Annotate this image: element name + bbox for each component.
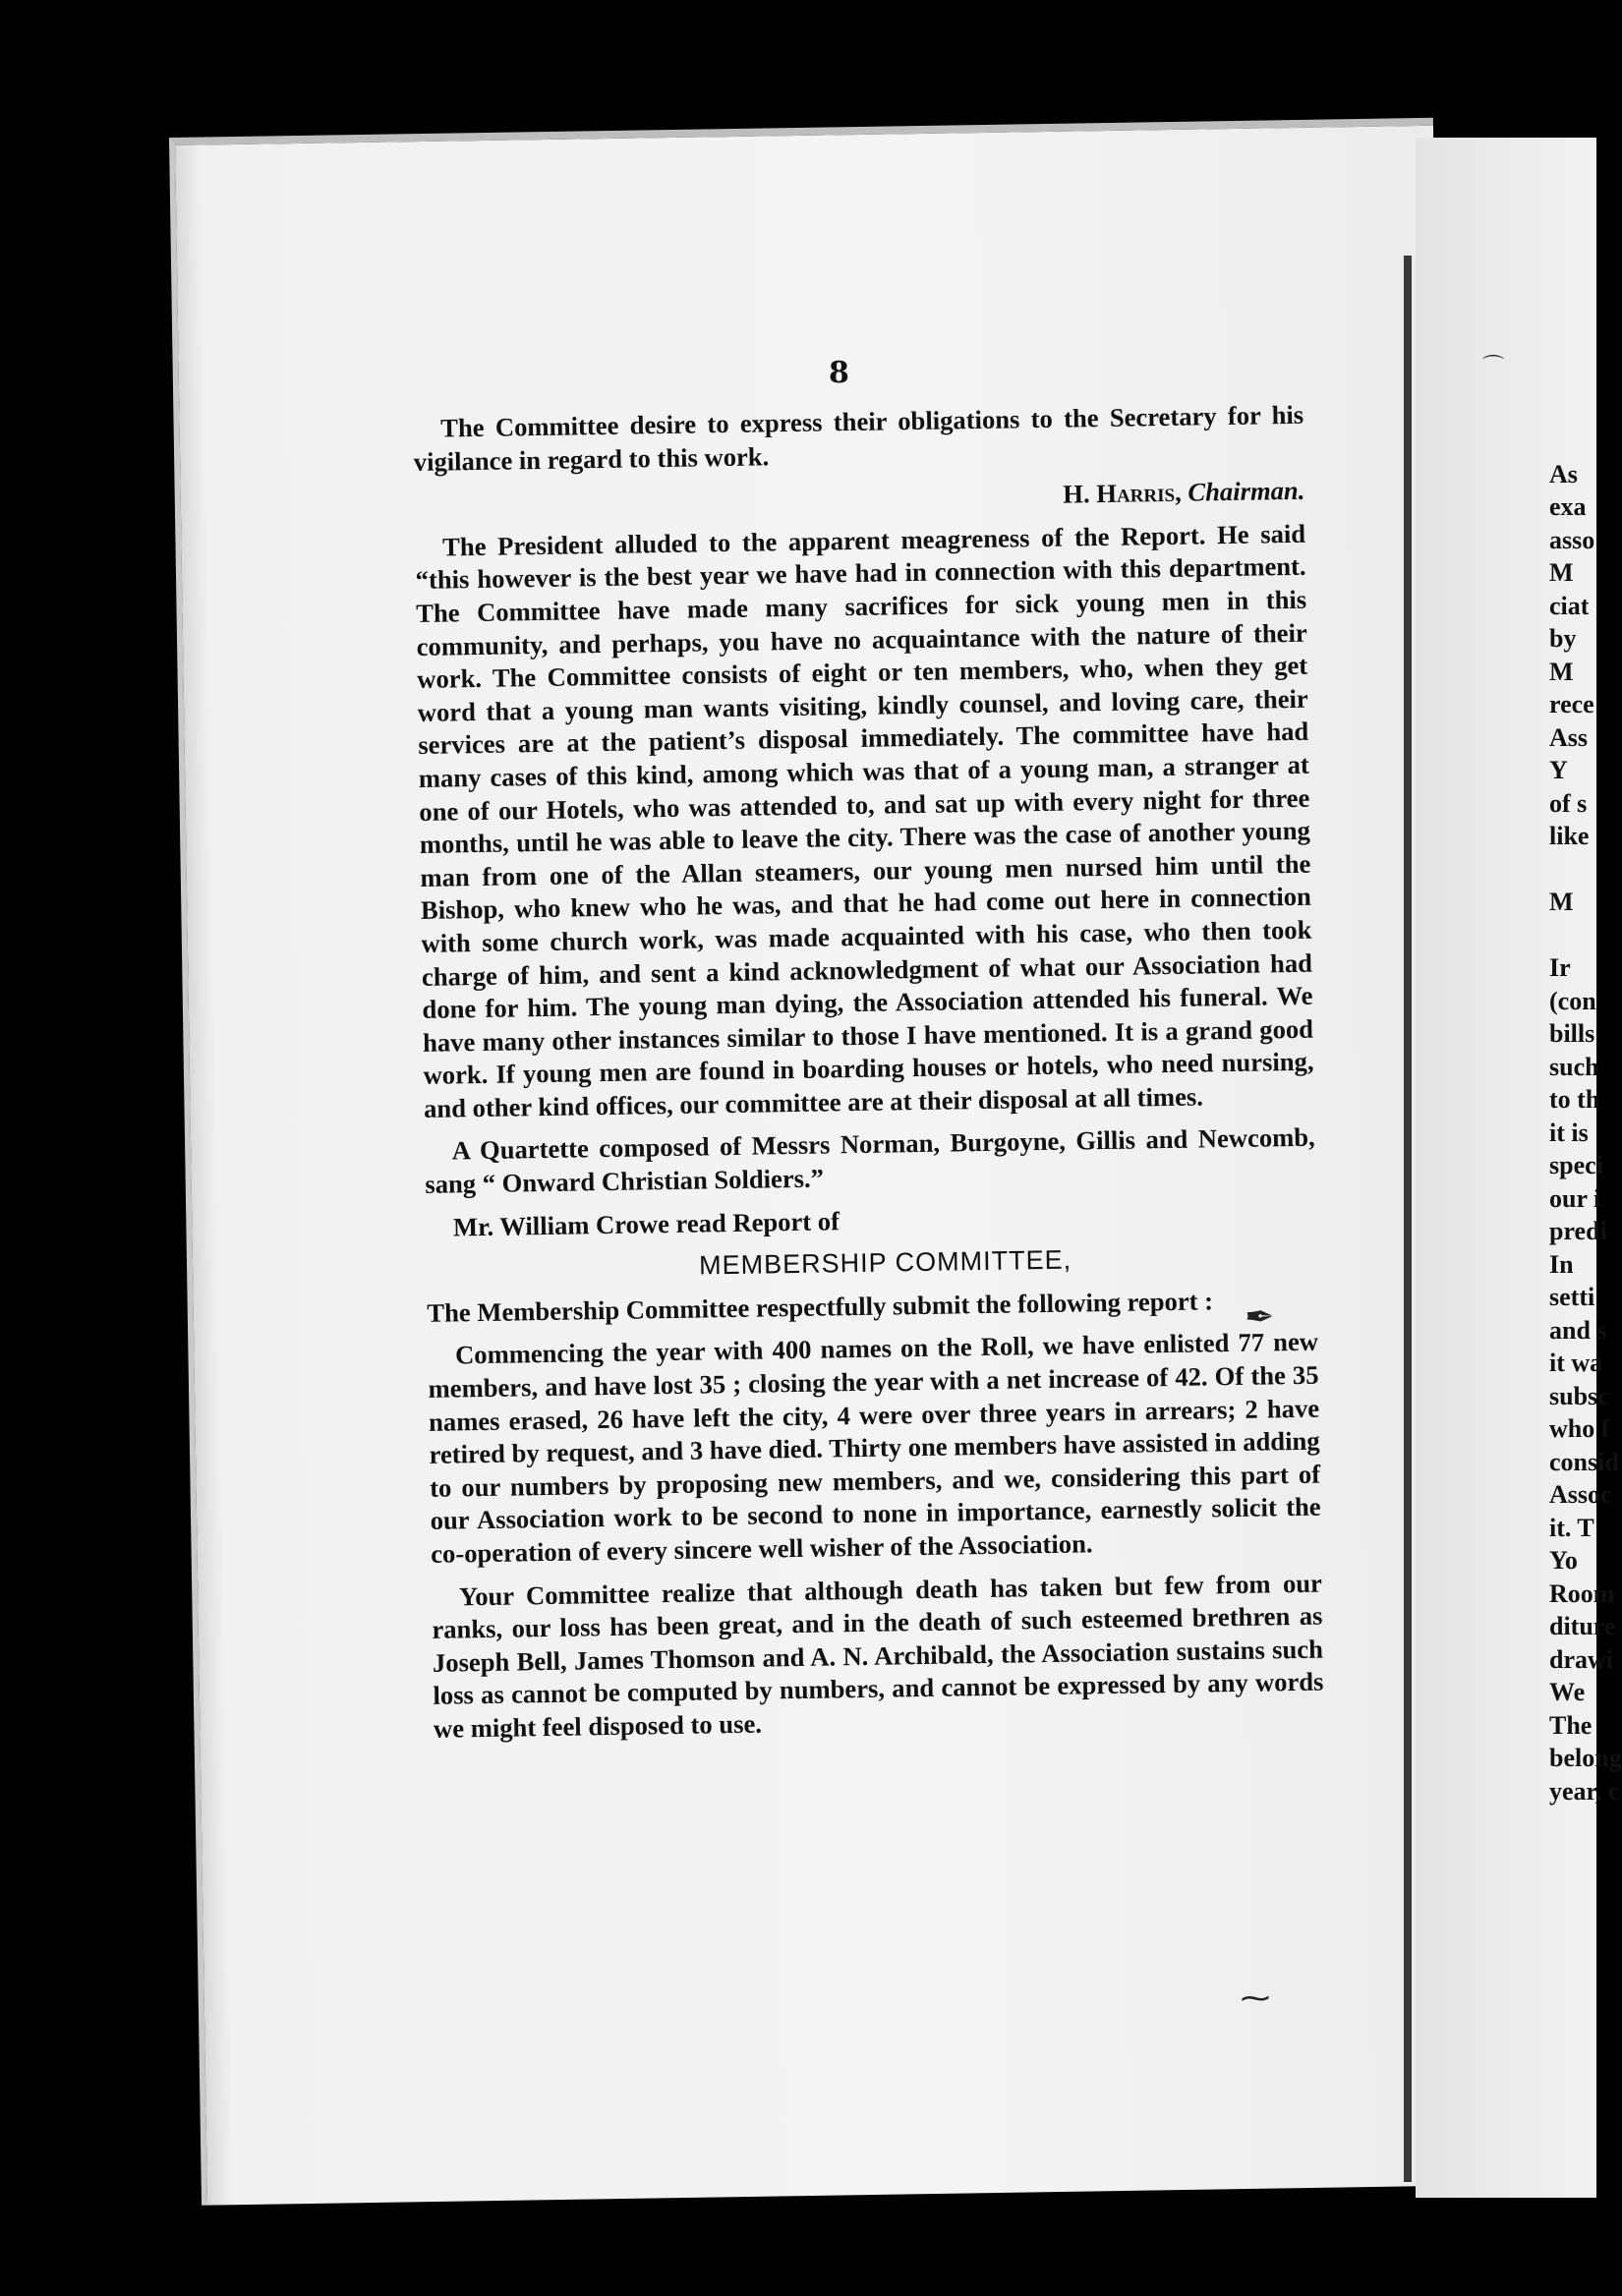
right-page-fragment: As <box>1549 459 1578 488</box>
right-page-fragment: In <box>1549 1249 1574 1279</box>
right-page-text <box>1549 425 1622 1808</box>
ink-mark-icon: ⌒ <box>1482 355 1505 379</box>
paragraph-membership-numbers: Commencing the year with 400 names on the Roll, we have enlisted 77 new members, and have lost 35 ; closing the year with a net increase of 42. Of the 35 names erased, 26 have left the city, 4 were over three years in arrears; 2 have retired by request, and 3 have died. Thirty one members have assisted in adding to our numbers by proposing new members, and we, considering this part of our Association work to be second to none in importance, earnestly solicit the co-operation of every sincere well wisher of the Association. <box>428 1327 1321 1569</box>
right-page-fragment: speci <box>1549 1151 1603 1179</box>
paragraph-quartette: A Quartette composed of Messrs Norman, Burgoyne, Gillis and Newcomb, sang “ Onward Christian Soldiers.” <box>425 1122 1315 1199</box>
right-page-fragment: M <box>1549 888 1574 916</box>
right-page-fragment: Assoc <box>1549 1480 1612 1509</box>
right-page-fragment: Ass <box>1549 722 1589 752</box>
right-page-fragment: Yo <box>1549 1546 1578 1575</box>
right-page-fragment: Ir <box>1549 953 1571 982</box>
right-page-fragment: it wa <box>1549 1349 1603 1377</box>
right-page-fragment: belong <box>1549 1744 1622 1772</box>
right-page-fragment: Room <box>1549 1578 1615 1608</box>
right-page-fragment: rece <box>1549 690 1594 718</box>
right-page-fragment: exa <box>1549 492 1587 521</box>
right-page-fragment: subsc <box>1549 1381 1609 1410</box>
right-page-fragment: We <box>1549 1678 1586 1706</box>
right-page-fragment <box>1549 919 1608 952</box>
paragraph-committee-thanks: The Committee desire to express their obligations to the Secretary for his vigilance in regard to this work. <box>413 399 1304 477</box>
signature-name: H. Harris, <box>1063 477 1182 509</box>
right-page-fragment: such <box>1549 1052 1599 1081</box>
signature-title: Chairman. <box>1188 475 1305 507</box>
right-page-fragment: M <box>1549 558 1574 587</box>
paragraph-president-remarks: The President alluded to the apparent meagreness of the Report. He said “this however is the best year we have had in connection with this department. The Committee have made many sacrifices for sick young men in this community, and perhaps, you have no acquaintance with the nature of their work. The Committee consists of eight or ten members, who, when they get word that a young man wants visiting, kindly counsel, and loving care, their services are at the patient’s disposal immediately. The committee have had many cases of this kind, among which was that of a young man, a stranger at one of our Hotels, who was attended to, and sat up with every night for three months, until he was able to leave the city. There was the case of another young man from one of the Allan steamers, our young men nursed him until the Bishop, who knew who he was, and that he had come out here in connection with some church work, was made acquainted with his case, who then took charge of him, and sent a kind acknowledgment of what our Association had done for him. The young man dying, the Association attended his funeral. We have many other instances similar to those I have mentioned. It is a grand good work. If young men are found in boarding houses or hotels, who need nursing, and other kind offices, our committee are at their disposal at all times. <box>415 518 1314 1123</box>
right-page-fragment: it. T <box>1549 1513 1594 1542</box>
right-page-fragment: who f <box>1549 1414 1610 1443</box>
right-page-fragment <box>1549 425 1608 458</box>
right-page-fragment: predi <box>1549 1217 1607 1245</box>
page-number: 8 <box>829 356 849 390</box>
right-page-fragment: consid <box>1549 1447 1619 1476</box>
page-gutter <box>1404 256 1412 2182</box>
right-page-fragment: like <box>1549 822 1590 850</box>
right-page-fragment: year, c <box>1549 1776 1620 1806</box>
right-page-fragment: our i <box>1549 1183 1601 1213</box>
ink-scratch-icon: ⁓ <box>1241 1981 1270 2016</box>
right-page-fragment: Y <box>1549 756 1568 784</box>
right-page-fragment: bills <box>1549 1019 1595 1048</box>
paragraph-losses: Your Committee realize that although death has taken but few from our ranks, our loss has been great, and in the death of such esteemed brethren as Joseph Bell, James Thomson and A. N. Archibald, the Association sustains such loss as cannot be computed by numbers, and cannot be expressed by any words we might feel disposed to use. <box>432 1568 1324 1744</box>
right-page-fragment: (con <box>1549 986 1596 1015</box>
right-page-fragment: M <box>1549 657 1574 686</box>
right-page-fragment: of s <box>1549 788 1588 818</box>
ink-smudge-icon: ✒ <box>1245 1297 1275 1338</box>
right-page-fragment: setti <box>1549 1283 1595 1311</box>
right-page-fragment: ciat <box>1549 591 1590 620</box>
paragraph-submit: The Membership Committee respectfully submit the following report : <box>427 1286 1214 1328</box>
right-page-fragment: The <box>1549 1710 1593 1740</box>
right-page-fragment: it is <box>1549 1118 1589 1147</box>
paragraph-report-intro: Mr. William Crowe read Report of <box>452 1205 840 1242</box>
right-page-fragment: asso <box>1549 525 1595 554</box>
right-page-fragment: to th <box>1549 1085 1600 1114</box>
right-page-fragment: diture <box>1549 1612 1616 1640</box>
right-page-fragment: by <box>1549 624 1577 653</box>
document-body <box>413 399 1324 1756</box>
section-heading: MEMBERSHIP COMMITTEE, <box>698 1244 1072 1281</box>
signature <box>414 475 1304 522</box>
right-page-fragment: and s <box>1549 1315 1607 1345</box>
right-page-fragment: drawi <box>1549 1644 1613 1674</box>
right-page-fragment <box>1549 853 1608 887</box>
